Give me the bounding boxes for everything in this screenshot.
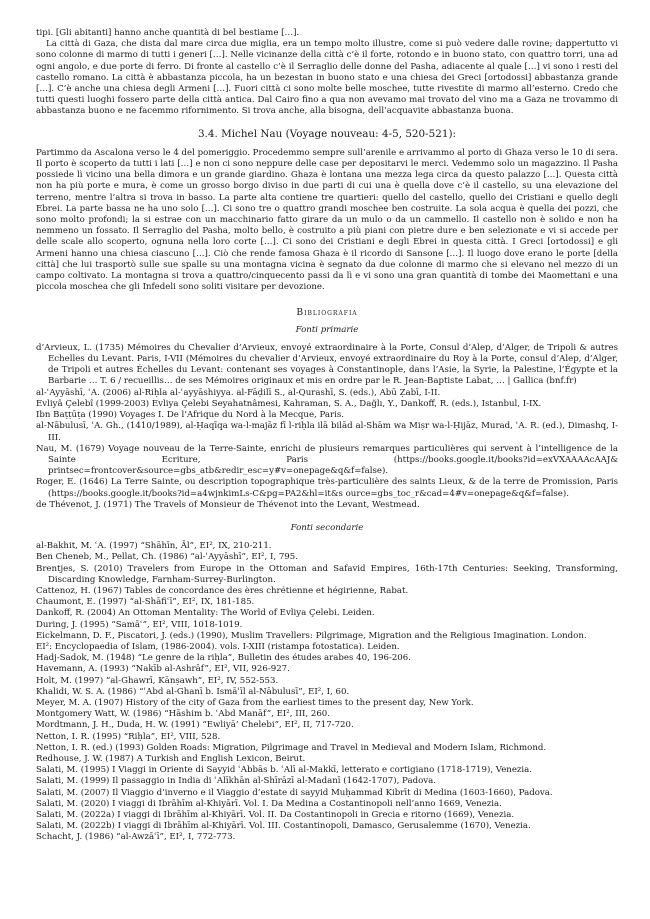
section-title: 3.4. Michel Nau (Voyage nouveau: 4-5, 520-521): [197,127,457,140]
reference-item: Hadj-Sadok, M. (1948) “Le genre de la riḥla”, Bulletin des études arabes 40, 196-206. [36,653,411,664]
reference-item: Cattenoz, H. (1967) Tables de concordance des ères chrétienne et hégirienne, Rabat. [36,585,409,596]
reference-item: EI²: Encyclopaedia of Islam, (1986-2004). vols. I-XIII (ristampa fotostatica). Leiden. [36,641,400,652]
reference-item: Meyer, M. A. (1907) History of the city of Gaza from the earliest times to the present day, New York. [36,697,474,708]
document-page [36,28,618,844]
reference-item: Montgomery Watt, W. (1986) “Hāshim b. ʿAbd Manāf”, EI², III, 260. [36,709,330,720]
reference-item: During, J. (1995) “Samāʿ”, EI², VIII, 1018-1019. [36,619,243,630]
reference-item: Chaumont, E. (1997) “al-Shāfiʿī”, EI², IX, 181-185. [36,597,255,608]
reference-item: Redhouse, J. W. (1987) A Turkish and English Lexicon, Beirut. [36,753,306,764]
reference-item: al-Bakhit, M. ʿA. (1997) “Shāhīn, Āl”, EI², IX, 210-211. [36,541,272,552]
reference-item: Netton, I. R. (ed.) (1993) Golden Roads: Migration, Pilgrimage and Travel in Medieval and Modern Islam, Richmond. [36,742,547,753]
reference-item: Ben Cheneb, M., Pellat, Ch. (1986) “al-ʿAyyāshī”, EI², I, 795. [36,552,298,563]
reference-item: Salati, M. (1995) I Viaggi in Oriente di Sayyid ʿAbbās b. ʿAlī al-Makkī, letterato e cortigiano (1718-1719), Venezia. [36,765,533,776]
paragraph-nau: Partimmo da Ascalona verso le 4 del pomeriggio. Procedemmo sempre sull’arenile e arrivammo al porto di Ghaza verso le 10 di sera. Il porto è scoperto da tutti i lati […] e non ci sono neppure delle case per depositarvi le merci. Vedemmo solo un magazzino. Il Pasha possiede lì vicino una bella dimora e un grande giardino. Ghaza è lontana una mezza lega circa da questo palazzo […]. Questa città non ha più porte e mura, è come un grosso borgo diviso in due parti di cui una è quella dove c’è il castello, su una elevazione del terreno, mentre l’altra si trova in basso. La parte alta contiene tre quartieri: quello del castello, quello dei Cristiani e quello degli Ebrei. La parte bassa ne ha uno solo […]. Ci sono tre o quattro grandi moschee ben costruite. La sola acqua è quella dei pozzi, che sono molto profondi; la si estrae con un macchinario fatto girare da un mulo o da un cammello. Il castello non è solido e non ha nemmeno un fossato. Il Serraglio del Pasha, molto bello, è costruito a più piani con pietre dure e ben selezionate e vi si accede per delle scale allo scoperto, ognuna nella loro corte […]. Ci sono dei Cristiani e degli Ebrei in questa città. I Greci [ortodossi] e gli Armeni hanno una chiesa ciascuno […]. Ciò che rende famosa Ghaza è il ricordo di Sansone […]. Il luogo dove erano le porte [della città] che lui trasportò sulle sue spalle su una montagna vicina è segnato da due colonne di marmo che si elevano nel mezzo di un campo coltivato. La montagna si trova a quattro/cinquecento passi da lì e vi sono una gran quantità di tombe dei Maomettani e una piccola moschea che gli Infedeli sono soliti visitare per devozione. [36,147,618,293]
reference-item: Salati, M. (1999) Il passaggio in India di ʿAlīkhān al-Shīrāzī al-Madanī (1642-1707), Padova. [36,776,436,787]
paragraph-gaza: La città di Gaza, che dista dal mare circa due miglia, era un tempo molto illustre, come si può vedere dalle rovine; dappertutto vi sono colonne di marmo di tutti i generi […]. Nelle vicinanze della città c’è il forte, rotondo e in buono stato, con quattro torri, una ad ogni angolo, e due porte di ferro. Di fronte al castello c’è il Serraglio delle donne del Pasha, adiacente al quale […] vi sono i resti del castello romano. La città è abbastanza piccola, ha un bezestan in buono stato e una chiesa dei Greci [ortodossi] abbastanza grande […]. C’è anche una chiesa degli Armeni […]. Fuori città ci sono molte belle moschee, tutte rivestite di marmo all’esterno. Credo che tutti questi luoghi fossero parte della città antica. Dal Cairo fino a qua non avevamo mai trovato del vino ma a Gaza ne trovammo di abbastanza buono e ne facemmo rifornimento. Si trova anche, alla bisogna, dell’acquavite abbastanza buona. [36,39,618,117]
reference-item: Brentjes, S. (2010) Travelers from Europe in the Ottoman and Safavid Empires, 16th-17th Centuries: Seeking, Transforming, Discarding Knowledge, Farnham-Surrey-Burlington. [36,563,618,585]
secondary-sources-list [36,541,618,843]
secondary-sources-title: Fonti secondarie [290,522,364,533]
reference-item: Roger, E. (1646) La Terre Sainte, ou description topographique très-particulière des saints Lieux, & de la terre de Promission, Paris (https://books.google.it/books?id=a4wjnkimLs-C&pg=PA2&hl=it&s ource=gbs_toc_r&cad=4#v=onepage&q&f=false). [36,477,618,499]
paragraph-intro: tipi. [Gli abitanti] hanno anche quantità di bel bestiame […]. [36,28,300,38]
reference-item: al-ʿAyyāshī, ʿA. (2006) al-Riḥla al-ʿayyāshiyya. al-Fāḍilī S., al-Qurashī, S. (eds.), Abū Ẓabī, I-II. [36,387,441,398]
reference-item: d’Arvieux, L. (1735) Mémoires du Chevalier d’Arvieux, envoyé extraordinaire à la Porte, Consul d’Alep, d’Alger, de Tripoli & autres Echelles du Levant. Paris, I-VII (Mémoires du chevalier d’Arvieux, envoyé extraordinaire du Roy à la Porte, consul d’Alep, d’Alger, de Tripoli et autres Échelles du Levant: contenant ses voyages à Constantinople, dans l’Asie, la Syrie, la Palestine, l’Égypte et la Barbarie … T. 6 / recueillis… de ses Mémoires originaux et mis en ordre par le R. Jean-Baptiste Labat, … | Gallica (bnf.fr) [36,342,618,387]
reference-item: de Thévenot, J. (1971) The Travels of Monsieur de Thévenot into the Levant, Westmead. [36,499,420,510]
reference-item: Holt, M. (1997) “al-Ghawrī, Kānṣawh”, EI², IV, 552-553. [36,675,279,686]
reference-item: Salati, M. (2022b) I viaggi di Ibrāhīm al-Khiyārī. Vol. III. Costantinopoli, Damasco, Gerusalemme (1670), Venezia. [36,821,531,832]
reference-item: Dankoff, R. (2004) An Ottoman Mentality: The World of Evliya Çelebi. Leiden. [36,608,375,619]
reference-item: Mordtmann, J. H., Duda, H. W. (1991) “Ewliyā’ Chelebi”, EI², II, 717-720. [36,720,354,731]
reference-item: Khalidi, W. S. A. (1986) “ʿAbd al-Ghanī b. Ismāʿīl al-Nābulusī”, EI², I, 60. [36,686,350,697]
reference-item: Ibn Baṭṭūṭa (1990) Voyages I. De l’Afrique du Nord à la Mecque, Paris. [36,410,345,421]
reference-item: Eickelmann, D. F., Piscatori, J. (eds.) (1990), Muslim Travellers: Pilgrimage, Migration and the Religious Imagination. London. [36,630,587,641]
primary-sources-list [36,343,618,511]
bibliography-title: Bibliografia [296,307,358,319]
primary-sources-title: Fonti primarie [295,324,359,335]
reference-item: Salati, M. (2020) I viaggi di Ibrāhīm al-Khiyārī. Vol. I. Da Medina a Costantinopoli nell’anno 1669, Venezia. [36,798,502,809]
reference-item: Netton, I. R. (1995) “Riḥla”, EI², VIII, 528. [36,731,221,742]
reference-item: Havemann, A. (1993) “Nakīb al-Ashrāf”, EI², VII, 926-927. [36,664,290,675]
reference-item: al-Nābulusī, ʿA. Gh., (1410/1989), al-Ḥaqīqa wa-l-majāz fī l-riḥla ilā bilād al-Shām wa Miṣr wa-l-Ḥijāz, Murad, ʿA. R. (ed.), Dimashq, I-III. [36,421,618,443]
reference-item: Salati, M. (2007) Il Viaggio d’inverno e il Viaggio d’estate di sayyid Muḥammad Kibrīt di Medina (1603-1660), Padova. [36,787,553,798]
reference-item: Salati, M. (2022a) I viaggi di Ibrāhīm al-Khiyārī. Vol. II. Da Costantinopoli in Grecia e ritorno (1669), Venezia. [36,810,515,820]
reference-item: Schacht, J. (1986) “al-Awzāʿī”, EI², I, 772-773. [36,832,236,843]
reference-item: Evliyâ Çelebî (1999-2003) Evliya Çelebi Seyahatnâmesi, Kahraman, S. A., Dağlı, Y., Dankoff, R. (eds.), Istanbul, I-IX. [36,398,542,409]
reference-item: Nau, M. (1679) Voyage nouveau de la Terre-Sainte, enrichi de plusieurs remarques particulières qui servent à l’intelligence de la Sainte Ecriture, Paris (https://books.google.it/books?id=exVXAAAAcAAJ& printsec=frontcover&source=gbs_atb&redir_esc=y#v=onepage&q&f=false). [36,443,618,477]
